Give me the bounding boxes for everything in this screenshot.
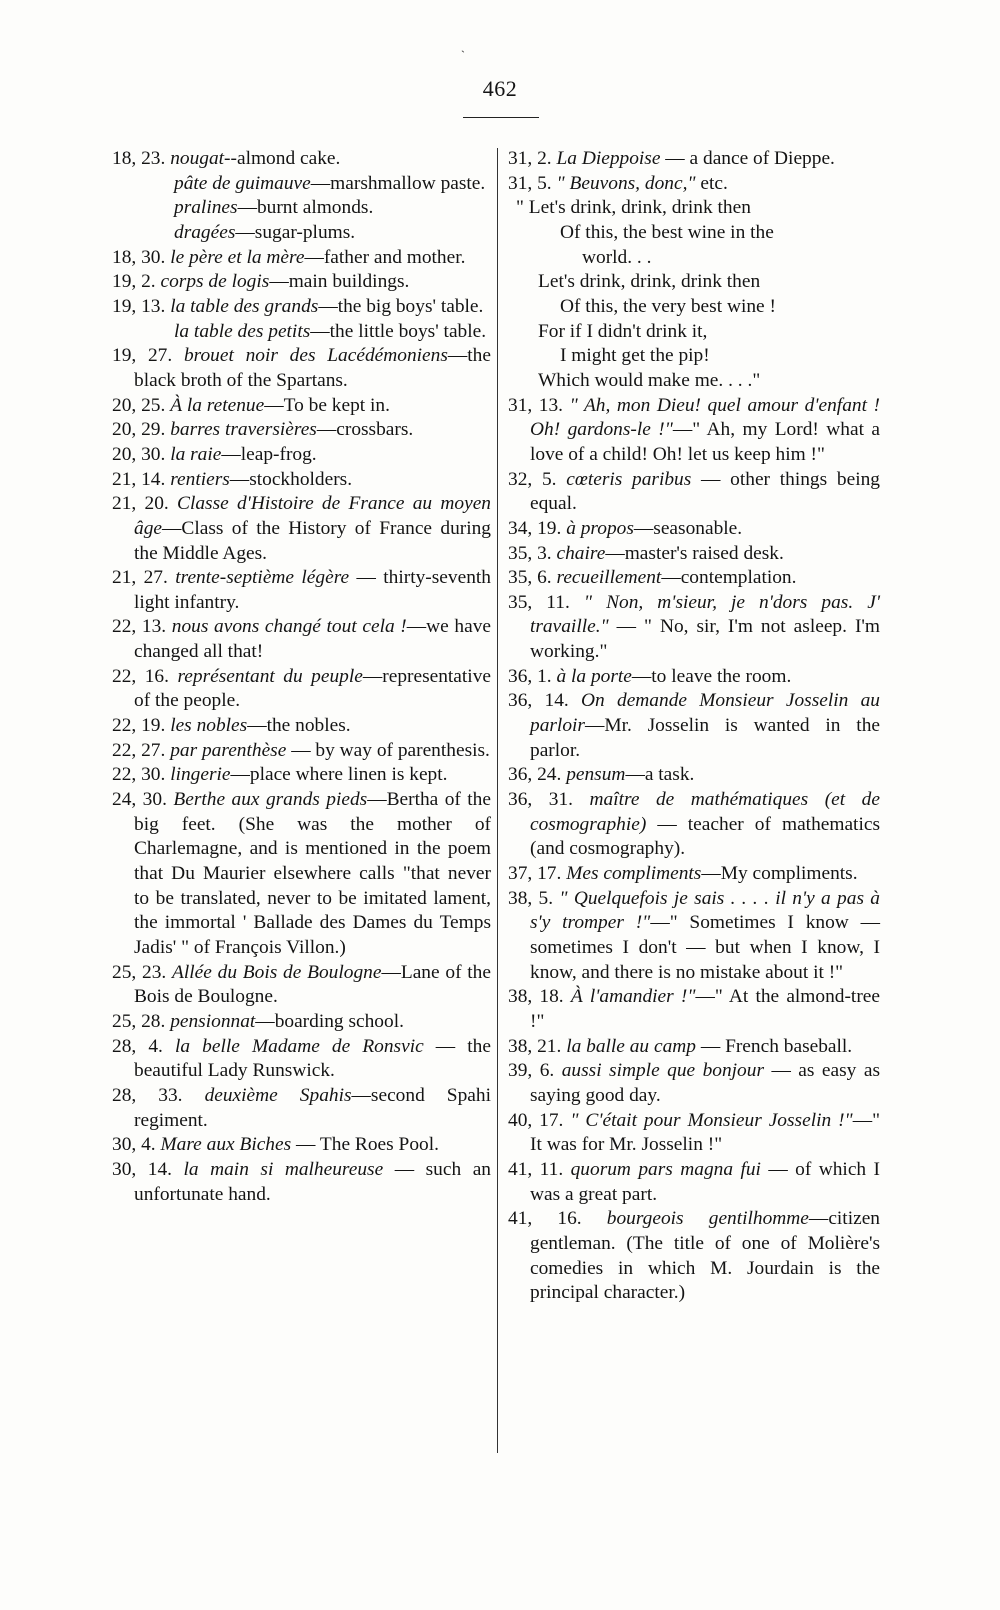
entry-ref: 36, 24. (508, 764, 562, 786)
entry-gloss: — The Roes Pool. (291, 1134, 439, 1156)
entry-ref: 28, 4. (112, 1035, 163, 1057)
entry-ref: 31, 2. (508, 148, 552, 169)
gloss-entry (112, 295, 491, 320)
entry-gloss: —Bertha of the big feet. (She was the mother of Charlemagne, and is mentioned in the poem that Du Maurier elsewhere calls "that never to be translated, never to be imitated lament, the immortal ' Ballade des Dames du Temps Jadis' " of François Villon.) (134, 789, 491, 958)
header-rule (463, 117, 539, 118)
entry-gloss: — by way of parenthesis. (286, 739, 490, 761)
entry-gloss: —sugar-plums. (235, 221, 356, 243)
entry-ref: 31, 5. (508, 172, 552, 194)
entry-term: trente-septième légère (175, 567, 350, 589)
entry-term: quorum pars magna fui (570, 1158, 761, 1180)
poem-line: For if I didn't drink it, (538, 320, 708, 342)
entry-ref: 34, 19. (508, 517, 562, 539)
entry-gloss: —" It was for Mr. Josselin !" (530, 1109, 880, 1156)
entry-term: bourgeois gentilhomme (606, 1208, 809, 1230)
entry-gloss: — the beautiful Lady Runswick. (134, 1035, 491, 1082)
entry-ref: 18, 23. (112, 148, 166, 169)
entry-gloss: —place where linen is kept. (230, 764, 448, 786)
gloss-entry (508, 763, 880, 788)
entry-ref: 40, 17. (508, 1109, 564, 1131)
entry-ref: 20, 29. (112, 419, 166, 441)
entry-term: À l'amandier !" (570, 986, 696, 1008)
gloss-entry (112, 320, 491, 345)
gloss-entry (112, 172, 491, 197)
entry-gloss: — thirty-seventh light infantry. (134, 567, 491, 613)
entry-term: à propos (566, 517, 634, 539)
gloss-entry (508, 468, 880, 517)
right-entries-after-poem (508, 394, 880, 1306)
entry-ref: 25, 28. (112, 1010, 166, 1032)
entry-ref: 36, 31. (508, 789, 573, 811)
entry-ref: 20, 25. (112, 394, 166, 416)
gloss-entry (508, 591, 880, 665)
gloss-entry (112, 665, 491, 714)
left-column (112, 147, 491, 1207)
entry-ref: 39, 6. (508, 1060, 555, 1082)
entry-gloss: —the little boys' table. (310, 320, 487, 342)
gloss-entry (112, 492, 491, 566)
entry-term: " C'était pour Monsieur Josselin !" (570, 1109, 853, 1131)
entry-gloss: — other things being equal. (530, 468, 880, 515)
entry-ref: 22, 30. (112, 764, 166, 786)
gloss-entry (508, 1059, 880, 1108)
entry-term: à la porte (556, 665, 632, 687)
gloss-entry (508, 542, 880, 567)
entry-term: corps de logis (160, 271, 270, 293)
right-column (508, 147, 880, 1306)
entry-term: dragées (174, 221, 236, 243)
entry-ref: 32, 5. (508, 468, 557, 490)
gloss-entry (112, 344, 491, 393)
gloss-entry (508, 172, 880, 197)
entry-term: la balle au camp (566, 1035, 696, 1057)
entry-ref: 41, 16. (508, 1208, 582, 1230)
entry-gloss: —second Spahi regiment. (134, 1084, 491, 1131)
gloss-entry (508, 1158, 880, 1207)
entry-gloss: — such an unfortunate hand. (134, 1158, 491, 1205)
entry-gloss: —citizen gentleman. (The title of one of Molière's comedies in which M. Jourdain is the principal character.) (530, 1208, 880, 1304)
gloss-entry (112, 1010, 491, 1035)
poem-line: world. . . (582, 246, 652, 268)
entry-term: " Ah, mon Dieu! quel amour d'enfant ! Oh! gardons-le !" (530, 394, 880, 441)
gloss-entry (112, 394, 491, 419)
gloss-entry (112, 961, 491, 1010)
entry-term: Classe d'Histoire de France au moyen âge (134, 493, 491, 539)
poem-line: " Let's drink, drink, drink then (516, 197, 751, 219)
entry-ref: 30, 4. (112, 1134, 156, 1156)
entry-ref: 20, 30. (112, 443, 166, 465)
gloss-entry (112, 246, 491, 271)
entry-ref: 22, 19. (112, 715, 166, 737)
entry-gloss: — French baseball. (695, 1035, 853, 1057)
entry-term: la raie (170, 443, 222, 465)
entry-term: pâte de guimauve (174, 172, 311, 194)
gloss-entry (508, 394, 880, 468)
gloss-entry (112, 196, 491, 221)
entry-ref: 38, 21. (508, 1035, 562, 1057)
entry-gloss: —Class of the History of France during the Middle Ages. (134, 517, 491, 564)
gloss-entry (508, 862, 880, 887)
gloss-entry (112, 1158, 491, 1207)
entry-ref: 37, 17. (508, 863, 562, 885)
entry-ref: 36, 1. (508, 665, 552, 687)
right-entries-before-poem (508, 147, 880, 196)
entry-ref: 19, 2. (112, 271, 156, 293)
entry-ref: 22, 27. (112, 739, 166, 761)
entry-gloss: —the black broth of the Spartans. (134, 345, 491, 391)
entry-term: rentiers (170, 468, 230, 490)
entry-term: maître de mathématiques (et de cosmographie) (530, 789, 880, 835)
gloss-entry (508, 1109, 880, 1158)
poem-line: Let's drink, drink, drink then (538, 271, 761, 293)
entry-term: " Non, m'sieur, je n'dors pas. J' travaille." (530, 591, 880, 638)
entry-term: barres traversières (170, 419, 317, 441)
entry-ref: 35, 6. (508, 567, 552, 589)
gloss-entry (508, 788, 880, 862)
gloss-entry (112, 443, 491, 468)
entry-term: lingerie (170, 764, 231, 786)
gloss-entry (112, 763, 491, 788)
page-number: 462 (482, 76, 518, 101)
gloss-entry (112, 270, 491, 295)
entry-term: la table des petits (174, 320, 311, 342)
entry-gloss: —To be kept in. (264, 394, 390, 416)
entry-term: nous avons changé tout cela ! (171, 616, 407, 638)
entry-gloss: — " No, sir, I'm not asleep. I'm working." (530, 616, 880, 663)
entry-gloss: —stockholders. (229, 468, 353, 490)
entry-ref: 22, 16. (112, 665, 169, 687)
entry-term: Mes compliments (566, 863, 702, 885)
entry-gloss: —marshmallow paste. (310, 172, 486, 194)
entry-gloss: —master's raised desk. (605, 542, 784, 564)
entry-term: Mare aux Biches (160, 1134, 292, 1156)
gloss-entry (508, 665, 880, 690)
gloss-entry (112, 1084, 491, 1133)
entry-gloss: —main buildings. (269, 271, 410, 293)
entry-ref: 18, 30. (112, 246, 166, 268)
entry-gloss: —father and mother. (304, 246, 466, 268)
entry-ref: 31, 13. (508, 394, 564, 416)
entry-ref: 30, 14. (112, 1158, 172, 1180)
entry-ref: 35, 3. (508, 542, 552, 564)
entry-gloss: —representative of the people. (134, 665, 491, 712)
gloss-entry (112, 147, 491, 172)
entry-ref: 28, 33. (112, 1084, 183, 1106)
entry-ref: 19, 27. (112, 345, 173, 367)
entry-gloss: —seasonable. (633, 517, 743, 539)
gloss-entry (112, 566, 491, 615)
gloss-entry (112, 739, 491, 764)
gloss-entry (508, 1207, 880, 1306)
entry-term: les nobles (170, 715, 248, 737)
entry-gloss: —boarding school. (255, 1010, 404, 1032)
entry-gloss: —" Ah, my Lord! what a love of a child! Oh! let us keep him !" (530, 419, 880, 465)
entry-term: " Beuvons, donc," (556, 172, 696, 194)
gloss-entry (112, 788, 491, 961)
entry-ref: 25, 23. (112, 961, 167, 983)
gloss-entry (112, 1133, 491, 1158)
entry-term: " Quelquefois je sais . . . . il n'y a pas à s'y tromper !" (530, 887, 880, 934)
entry-gloss: —Mr. Josselin is wanted in the parlor. (530, 715, 880, 761)
entry-term: le père et la mère (170, 246, 305, 268)
gloss-entry (508, 517, 880, 542)
entry-gloss: —contemplation. (661, 567, 797, 589)
entry-ref: 36, 14. (508, 690, 569, 712)
gloss-entry (508, 147, 880, 172)
gloss-entry (508, 985, 880, 1034)
gloss-entry (508, 566, 880, 591)
entry-gloss: — of which I was a great part. (530, 1158, 880, 1205)
entry-gloss: —My compliments. (701, 863, 858, 885)
entry-term: deuxième Spahis (204, 1084, 352, 1106)
entry-term: pensum (566, 764, 626, 786)
entry-gloss: —Lane of the Bois de Boulogne. (134, 961, 491, 1008)
entry-gloss: —crossbars. (316, 419, 414, 441)
entry-gloss: —" At the almond-tree !" (530, 986, 880, 1032)
entry-gloss: —the big boys' table. (318, 295, 484, 317)
entry-term: la belle Madame de Ronsvic (175, 1035, 424, 1057)
entry-gloss: —a task. (625, 764, 695, 786)
entry-term: cœteris paribus (566, 468, 692, 490)
gloss-entry (112, 418, 491, 443)
gloss-entry (112, 615, 491, 664)
drinking-song-poem (508, 196, 880, 393)
entry-term: pensionnat (170, 1010, 256, 1032)
column-divider (497, 148, 498, 1453)
entry-gloss: —leap-frog. (221, 443, 317, 465)
entry-ref: 24, 30. (112, 789, 167, 811)
gloss-entry (508, 689, 880, 763)
entry-ref: 21, 27. (112, 567, 168, 589)
entry-term: nougat- (170, 148, 231, 169)
entry-gloss: —we have changed all that! (134, 616, 491, 663)
entry-ref: 21, 14. (112, 468, 166, 490)
entry-gloss: — as easy as saying good day. (530, 1060, 880, 1106)
poem-line: I might get the pip! (560, 345, 710, 367)
poem-line: Of this, the best wine in the (560, 221, 774, 243)
entry-term: brouet noir des Lacédémoniens (183, 345, 448, 367)
entry-term: La Dieppoise (556, 148, 661, 169)
entry-gloss: —the nobles. (247, 715, 351, 737)
entry-term: la table des grands (170, 295, 319, 317)
entry-ref: 38, 18. (508, 986, 564, 1008)
entry-gloss: — teacher of mathematics (and cosmography). (530, 813, 880, 860)
gloss-entry (112, 468, 491, 493)
entry-term: À la retenue (170, 394, 265, 416)
entry-ref: 38, 5. (508, 887, 554, 909)
entry-term: Berthe aux grands pieds (173, 789, 368, 811)
ink-speck: ` (461, 48, 465, 62)
gloss-entry (112, 221, 491, 246)
gloss-entry (112, 1035, 491, 1084)
entry-term: recueillement (556, 567, 662, 589)
entry-term: représentant du peuple (177, 665, 363, 687)
entry-ref: 21, 20. (112, 493, 169, 515)
entry-gloss: —burnt almonds. (237, 197, 374, 219)
entry-term: par parenthèse (170, 739, 287, 761)
entry-term: chaire (556, 542, 606, 564)
poem-line: Of this, the very best wine ! (560, 295, 776, 317)
gloss-entry (508, 887, 880, 986)
entry-term: pralines (174, 197, 238, 219)
gloss-entry (508, 1035, 880, 1060)
entry-term: On demande Monsieur Josselin au parloir (530, 690, 880, 737)
entry-gloss: —to leave the room. (631, 665, 792, 687)
entry-term: la main si malheureuse (183, 1158, 384, 1180)
entry-gloss: — a dance of Dieppe. (660, 148, 835, 169)
entry-ref: 41, 11. (508, 1158, 564, 1180)
entry-gloss: etc. (695, 172, 728, 194)
entry-ref: 22, 13. (112, 616, 167, 638)
entry-gloss: -almond cake. (230, 148, 341, 169)
entry-term: Allée du Bois de Boulogne (172, 961, 382, 983)
entry-gloss: —" Sometimes I know — sometimes I don't — but when I know, I know, and there is no mistake about it !" (530, 912, 881, 983)
gloss-entry (112, 714, 491, 739)
entry-ref: 35, 11. (508, 591, 570, 613)
entry-ref: 19, 13. (112, 295, 166, 317)
entry-term: aussi simple que bonjour (561, 1060, 764, 1082)
poem-line: Which would make me. . . ." (538, 369, 761, 391)
